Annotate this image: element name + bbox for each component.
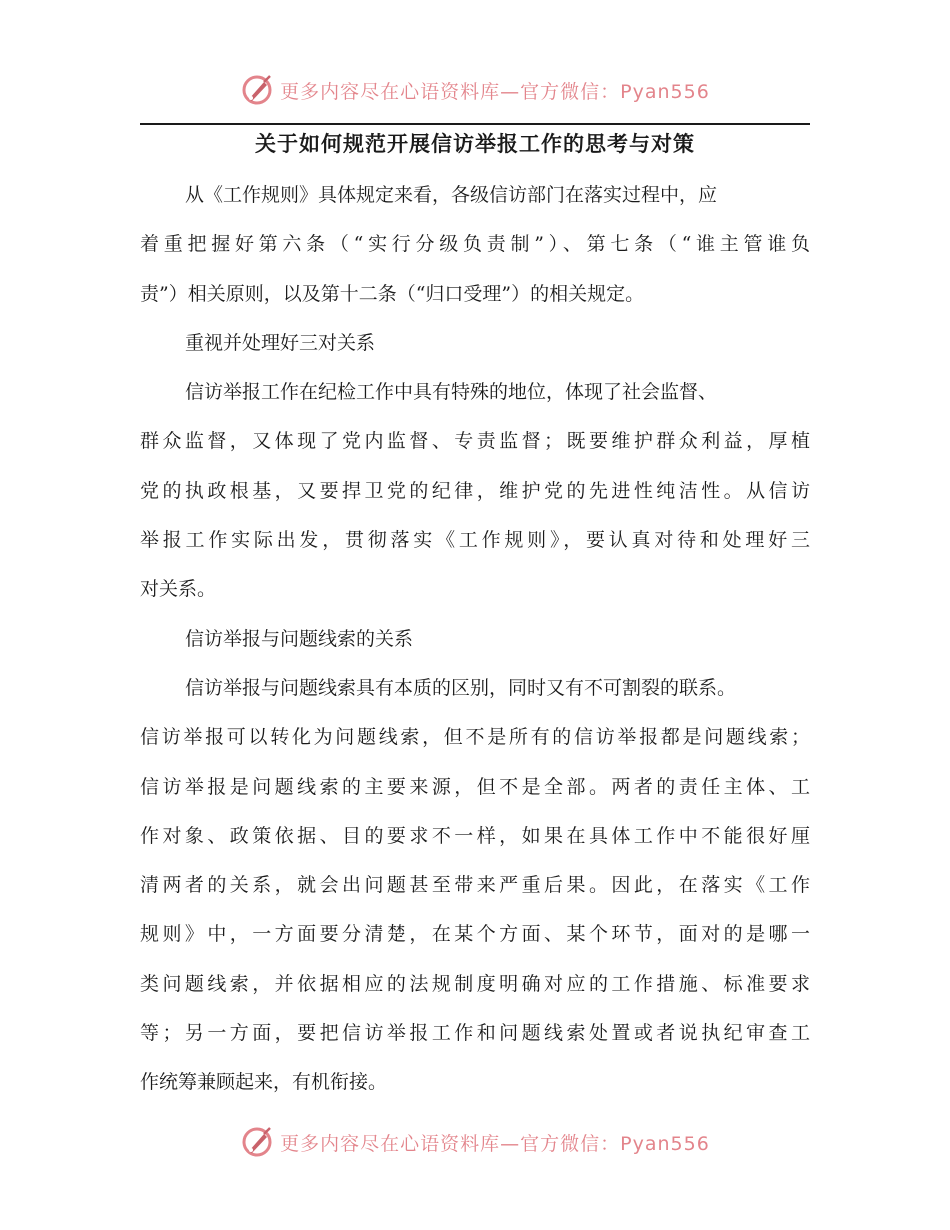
text-line: 等；另一方面，要把信访举报工作和问题线索处置或者说执纪审查工	[140, 1022, 810, 1045]
text-line: 类问题线索，并依据相应的法规制度明确对应的工作措施、标准要求	[140, 972, 810, 995]
text-line: 从《工作规则》具体规定来看，各级信访部门在落实过程中，应	[185, 184, 718, 206]
text-line: 对关系。	[140, 578, 217, 601]
text-line: 作统筹兼顾起来，有机衔接。	[140, 1071, 388, 1094]
text-line: 信访举报可以转化为问题线索，但不是所有的信访举报都是问题线索；	[140, 726, 810, 749]
text-line: 清两者的关系，就会出问题甚至带来严重后果。因此，在落实《工作	[140, 874, 810, 897]
quill-logo-icon	[240, 1125, 274, 1159]
header-watermark-text: 更多内容尽在心语资料库—官方微信：Pyan556	[280, 80, 710, 103]
section-heading: 信访举报与问题线索的关系	[185, 627, 414, 650]
text-line: 群众监督，又体现了党内监督、专责监督；既要维护群众利益，厚植	[140, 430, 810, 453]
section-heading: 重视并处理好三对关系	[185, 331, 376, 354]
text-line: 举报工作实际出发，贯彻落实《工作规则》，要认真对待和处理好三	[140, 529, 810, 552]
text-line: 信访举报是问题线索的主要来源，但不是全部。两者的责任主体、工	[140, 775, 810, 798]
quill-logo-icon	[240, 73, 274, 107]
text-line: 责”）相关原则，以及第十二条（“归口受理”）的相关规定。	[140, 282, 645, 305]
title-rule	[140, 123, 810, 125]
text-line: 党的执政根基，又要捍卫党的纪律，维护党的先进性纯洁性。从信访	[140, 479, 810, 502]
footer-watermark	[0, 1122, 950, 1162]
footer-watermark-text: 更多内容尽在心语资料库—官方微信：Pyan556	[280, 1132, 710, 1155]
document-title: 关于如何规范开展信访举报工作的思考与对策	[255, 131, 695, 156]
text-line: 着重把握好第六条（“实行分级负责制”）、第七条（“谁主管谁负	[140, 233, 810, 256]
header-watermark	[0, 70, 950, 110]
text-line: 信访举报与问题线索具有本质的区别，同时又有不可割裂的联系。	[185, 676, 737, 699]
document-body	[140, 171, 810, 1108]
text-line: 信访举报工作在纪检工作中具有特殊的地位，体现了社会监督、	[185, 381, 718, 404]
text-line: 作对象、政策依据、目的要求不一样，如果在具体工作中不能很好厘	[140, 824, 810, 847]
text-line: 规则》中，一方面要分清楚，在某个方面、某个环节，面对的是哪一	[140, 923, 810, 946]
